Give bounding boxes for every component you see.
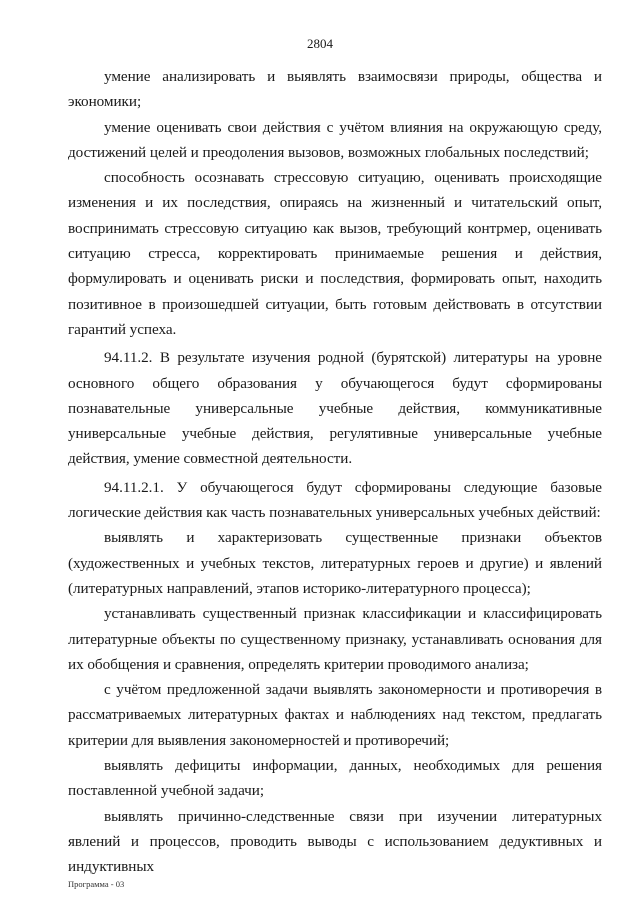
paragraph: выявлять и характеризовать существенные признаки объектов (художественных и учебных текстов, литературных героев и другие) и явлений (литературных направлений, этапов историко-литературного процесса); (68, 529, 602, 597)
paragraph: способность осознавать стрессовую ситуацию, оценивать происходящие изменения и их последствия, опираясь на жизненный и читательский опыт, воспринимать стрессовую ситуацию как вызов, требующий контрмер, оценивать ситуацию стресса, корректировать принимаемые решения и действия, формулировать и оценивать риски и последствия, формировать опыт, находить позитивное в произошедшей ситуации, быть готовым действовать в отсутствии гарантий успеха. (68, 169, 602, 338)
document-body (68, 64, 602, 880)
paragraph-94-11-2: 94.11.2. В результате изучения родной (бурятской) литературы на уровне основного общего образования у обучающегося будут сформированы познавательные универсальные учебные действия, коммуникативные универсальные учебные действия, регулятивные универсальные учебные действия, умение совместной деятельности. (68, 349, 602, 468)
paragraph: умение анализировать и выявлять взаимосвязи природы, общества и экономики; (68, 68, 602, 111)
paragraph-94-11-2-1: 94.11.2.1. У обучающегося будут сформированы следующие базовые логические действия как часть познавательных универсальных учебных действий: (68, 478, 602, 522)
paragraph: выявлять причинно-следственные связи при изучении литературных явлений и процессов, проводить выводы с использованием дедуктивных и индуктивных (68, 807, 602, 876)
footer-label: Программа - 03 (68, 879, 125, 889)
paragraph: устанавливать существенный признак классификации и классифицировать литературные объекты по существенному признаку, устанавливать основания для их обобщения и сравнения, определять критерии проводимого анализа; (68, 605, 602, 673)
paragraph: с учётом предложенной задачи выявлять закономерности и противоречия в рассматриваемых литературных фактах и наблюдениях над текстом, предлагать критерии для выявления закономерностей и противоречий; (68, 681, 602, 749)
paragraph: умение оценивать свои действия с учётом влияния на окружающую среду, достижений целей и преодоления вызовов, возможных глобальных последствий; (68, 118, 602, 161)
paragraph: выявлять дефициты информации, данных, необходимых для решения поставленной учебной задачи; (68, 757, 602, 800)
page-number: 2804 (307, 36, 333, 51)
